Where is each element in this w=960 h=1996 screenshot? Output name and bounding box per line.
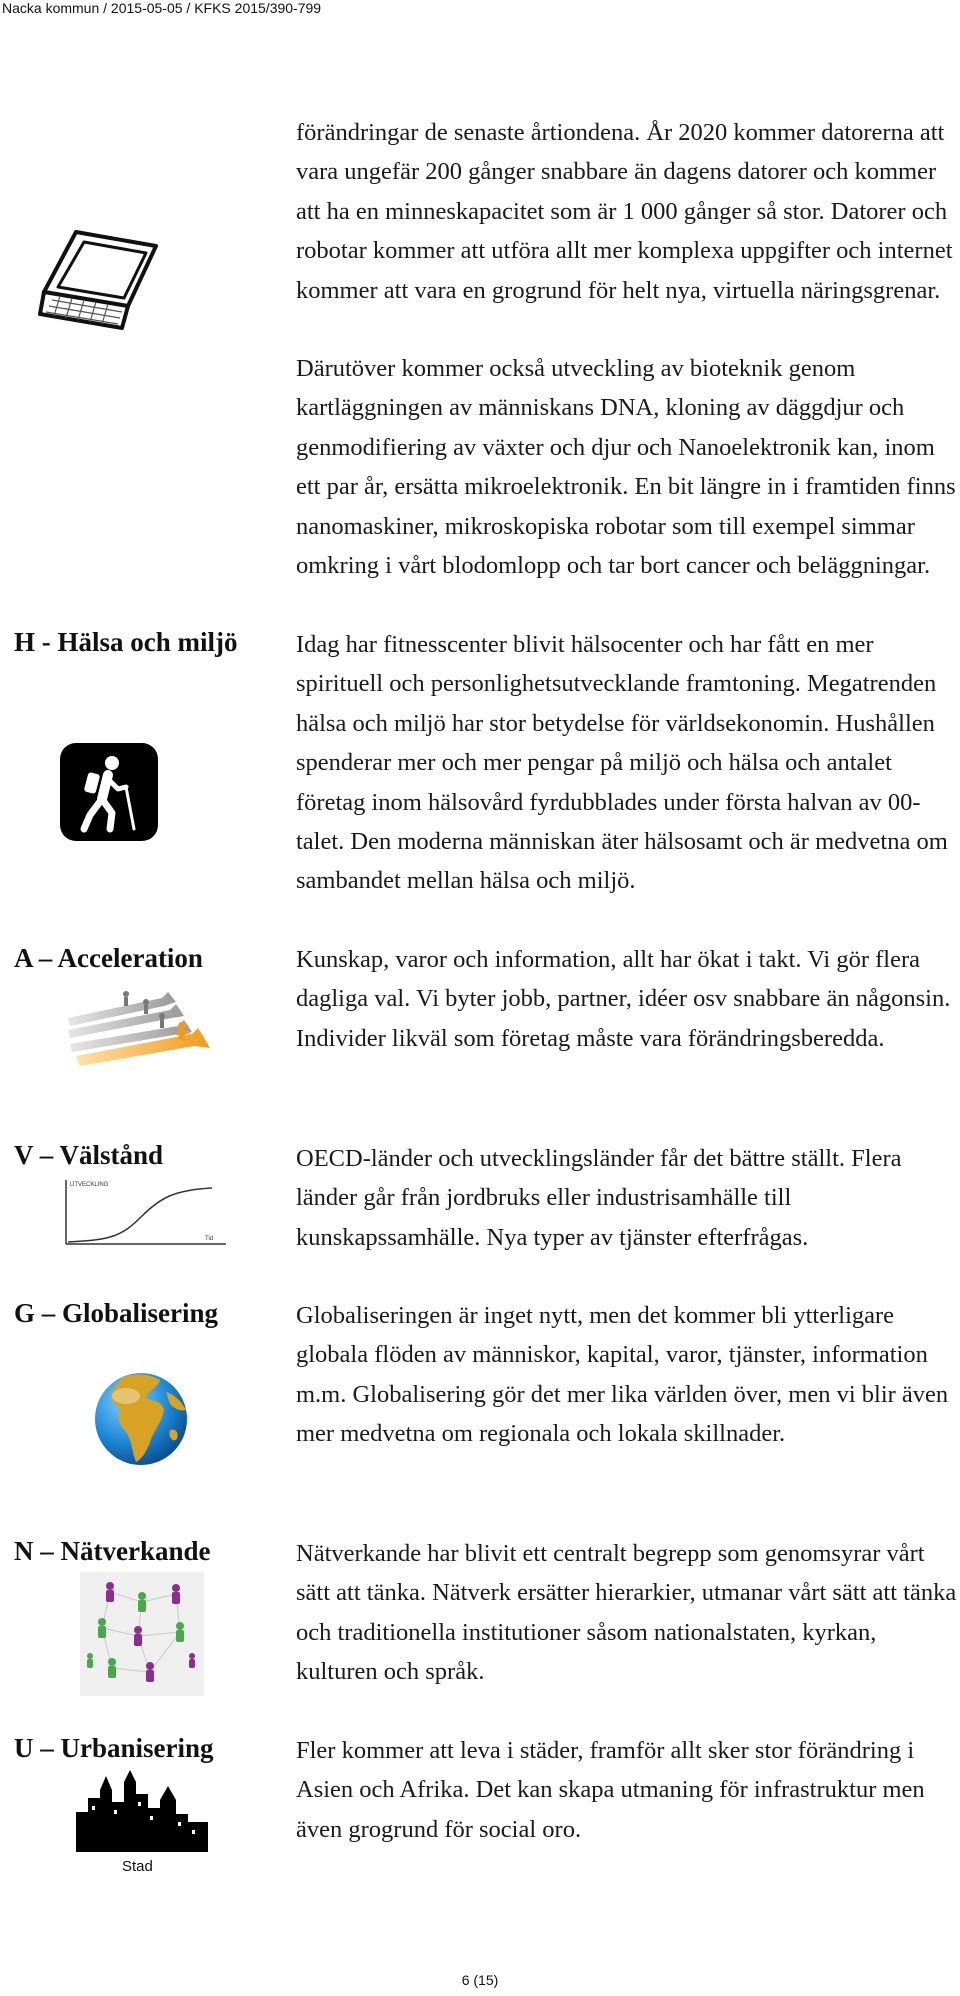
heading-valstand: V – Välstånd <box>14 1140 164 1170</box>
paragraph-globalisering: Globaliseringen är inget nytt, men det kommer bli ytterligare globala flöden av människor, kapital, varor, tjänster, information m.m. Globalisering gör det mer lika världen över, men vi blir även mer medvetna om regionala och lokala skillnader. <box>296 1302 949 1448</box>
page-number: 6 (15) <box>461 1972 499 1988</box>
paragraph-valstand: OECD-länder och utvecklingsländer får det bättre ställt. Flera länder går från jordbruks eller industrisamhälle till kunskapssamhälle. Nya typer av tjänster efterfrågas. <box>296 1145 902 1251</box>
stad-label: Stad <box>122 1858 153 1875</box>
paragraph-acceleration: Kunskap, varor och information, allt har ökat i takt. Vi gör flera dagliga val. Vi byter jobb, partner, idéer osv snabbare än någonsin. Individer likväl som företag måste vara förändringsberedda. <box>296 946 951 1052</box>
heading-globalisering: G – Globalisering <box>14 1298 219 1328</box>
globe-icon <box>92 1370 190 1468</box>
heading-acceleration: A – Acceleration <box>14 943 203 973</box>
growth-curve-picture <box>62 1178 228 1248</box>
hiker-icon <box>60 743 158 841</box>
paragraph-bioteknik: Därutöver kommer också utveckling av bioteknik genom kartläggningen av människans DNA, kloning av däggdjur och genmodifiering av växter och djur och Nanoelektronik kan, inom ett par år, ersätta mikroelektronik. En bit längre in i framtiden finns nanomaskiner, mikroskopiska robotar som till exempel simmar omkring i vårt blodomlopp och tar bort cancer och beläggningar. <box>296 355 956 580</box>
paragraph-urbanisering: Fler kommer att leva i städer, framför allt sker stor förändring i Asien och Afrika. Det kan skapa utmaning för infrastruktur men även grogrund för social oro. <box>296 1737 925 1843</box>
heading-natverkande: N – Nätverkande <box>14 1536 211 1566</box>
acceleration-picture <box>66 988 214 1070</box>
page-header: Nacka kommun / 2015-05-05 / KFKS 2015/390-799 <box>2 0 322 16</box>
network-picture <box>80 1572 204 1696</box>
right-column <box>296 0 960 1996</box>
paragraph-natverkande: Nätverkande har blivit ett centralt begrepp som genomsyrar vårt sätt att tänka. Nätverk ersätter hierarkier, utmanar vårt sätt att tänka och traditionella institutioner såsom nationalstaten, kyrkan, kulturen och språk. <box>296 1540 957 1686</box>
chart-y-label: UTVECKLING <box>70 1182 109 1188</box>
heading-halsa-miljo: H - Hälsa och miljö <box>14 627 238 657</box>
paragraph-datorer: förändringar de senaste årtiondena. År 2020 kommer datorerna att vara ungefär 200 gånger snabbare än dagens datorer och kommer att ha en minneskapacitet som är 1 000 gånger så stor. Datorer och robotar kommer att utföra allt mer komplexa uppgifter och internet kommer att vara en grogrund för helt nya, virtuella näringsgrenar. <box>296 119 953 304</box>
laptop-icon <box>38 224 160 340</box>
chart-x-label: Tid <box>205 1236 214 1242</box>
paragraph-halsa-miljo: Idag har fitnesscenter blivit hälsocenter och har fått en mer spirituell och personlighetsutvecklande framtoning. Megatrenden hälsa och miljö har stor betydelse för världsekonomin. Hushållen spenderar mer och mer pengar på miljö och hälsa och antalet företag inom hälsovård fyrdubblades under första halvan av 00-talet. Den moderna människan äter hälsosamt och är medvetna om sambandet mellan hälsa och miljö. <box>296 631 948 895</box>
heading-urbanisering: U – Urbanisering <box>14 1733 214 1763</box>
left-column <box>0 0 290 1996</box>
city-skyline-icon <box>76 1768 208 1852</box>
